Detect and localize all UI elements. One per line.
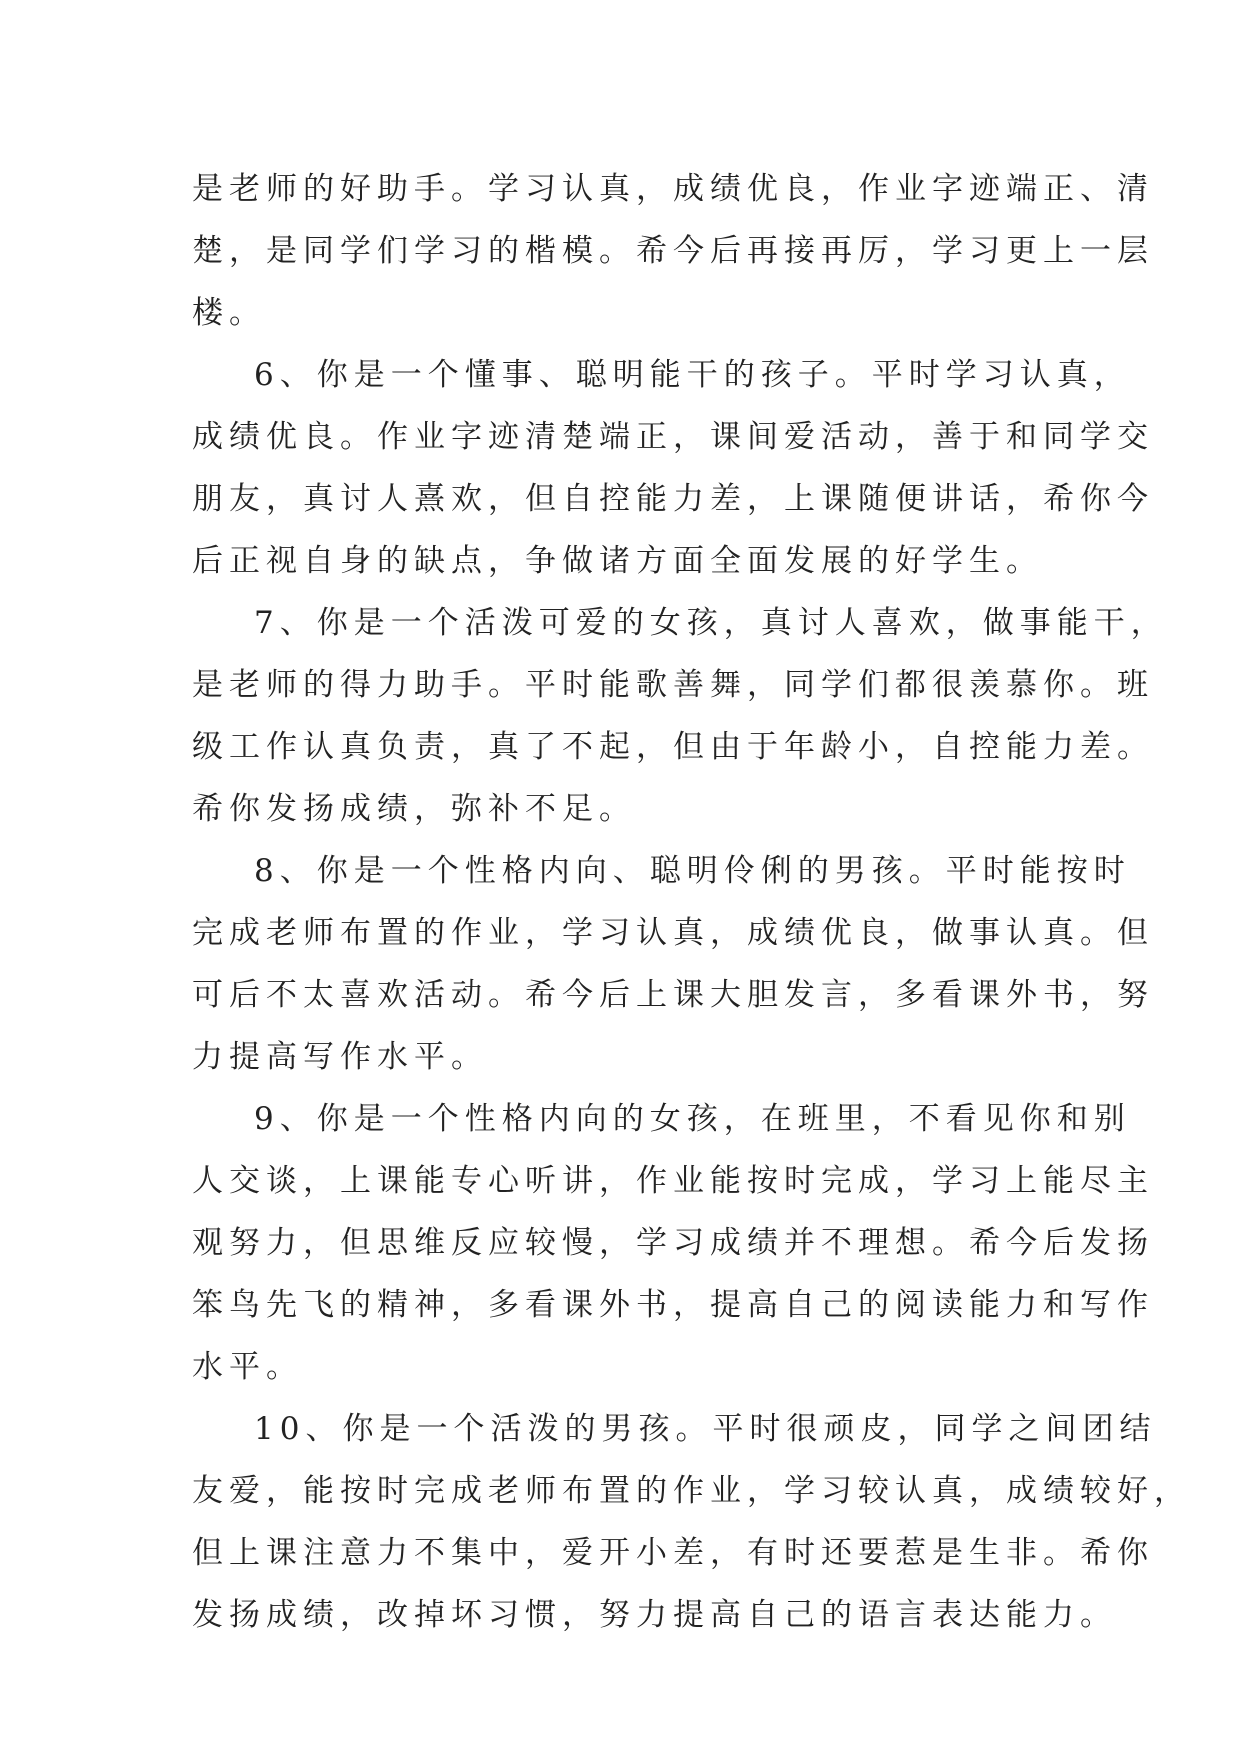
text-line: 可后不太喜欢活动。希今后上课大胆发言，多看课外书，努 (192, 977, 1154, 1013)
text-line: 观努力，但思维反应较慢，学习成绩并不理想。希今后发扬 (192, 1225, 1154, 1261)
text-line: 笨鸟先飞的精神，多看课外书，提高自己的阅读能力和写作 (192, 1287, 1154, 1323)
text-line: 希你发扬成绩，弥补不足。 (192, 791, 636, 827)
text-line: 楚，是同学们学习的楷模。希今后再接再厉，学习更上一层 (192, 233, 1154, 269)
text-line: 成绩优良。作业字迹清楚端正，课间爱活动，善于和同学交 (192, 419, 1154, 455)
text-line: 发扬成绩，改掉坏习惯，努力提高自己的语言表达能力。 (192, 1597, 1117, 1633)
text-line: 水平。 (192, 1349, 303, 1385)
text-line: 8、你是一个性格内向、聪明伶俐的男孩。平时能按时 (254, 853, 1131, 889)
text-line: 是老师的好助手。学习认真，成绩优良，作业字迹端正、清 (192, 171, 1154, 207)
text-line: 是老师的得力助手。平时能歌善舞，同学们都很羡慕你。班 (192, 667, 1154, 703)
text-line: 但上课注意力不集中，爱开小差，有时还要惹是生非。希你 (192, 1535, 1154, 1571)
text-line: 级工作认真负责，真了不起，但由于年龄小，自控能力差。 (192, 729, 1154, 765)
text-line: 7、你是一个活泼可爱的女孩，真讨人喜欢，做事能干， (254, 605, 1168, 641)
text-line: 完成老师布置的作业，学习认真，成绩优良，做事认真。但 (192, 915, 1154, 951)
text-line: 楼。 (192, 295, 266, 331)
text-line: 人交谈，上课能专心听讲，作业能按时完成，学习上能尽主 (192, 1163, 1154, 1199)
text-line: 6、你是一个懂事、聪明能干的孩子。平时学习认真， (254, 357, 1131, 393)
text-line: 10、你是一个活泼的男孩。平时很顽皮，同学之间团结 (254, 1411, 1157, 1447)
text-line: 朋友，真讨人熹欢，但自控能力差，上课随便讲话，希你今 (192, 481, 1154, 517)
text-line: 后正视自身的缺点，争做诸方面全面发展的好学生。 (192, 543, 1043, 579)
document-body (192, 158, 1191, 1646)
text-line: 友爱，能按时完成老师布置的作业，学习较认真，成绩较好， (192, 1473, 1191, 1509)
text-line: 力提高写作水平。 (192, 1039, 488, 1075)
text-line: 9、你是一个性格内向的女孩，在班里，不看见你和别 (254, 1101, 1131, 1137)
